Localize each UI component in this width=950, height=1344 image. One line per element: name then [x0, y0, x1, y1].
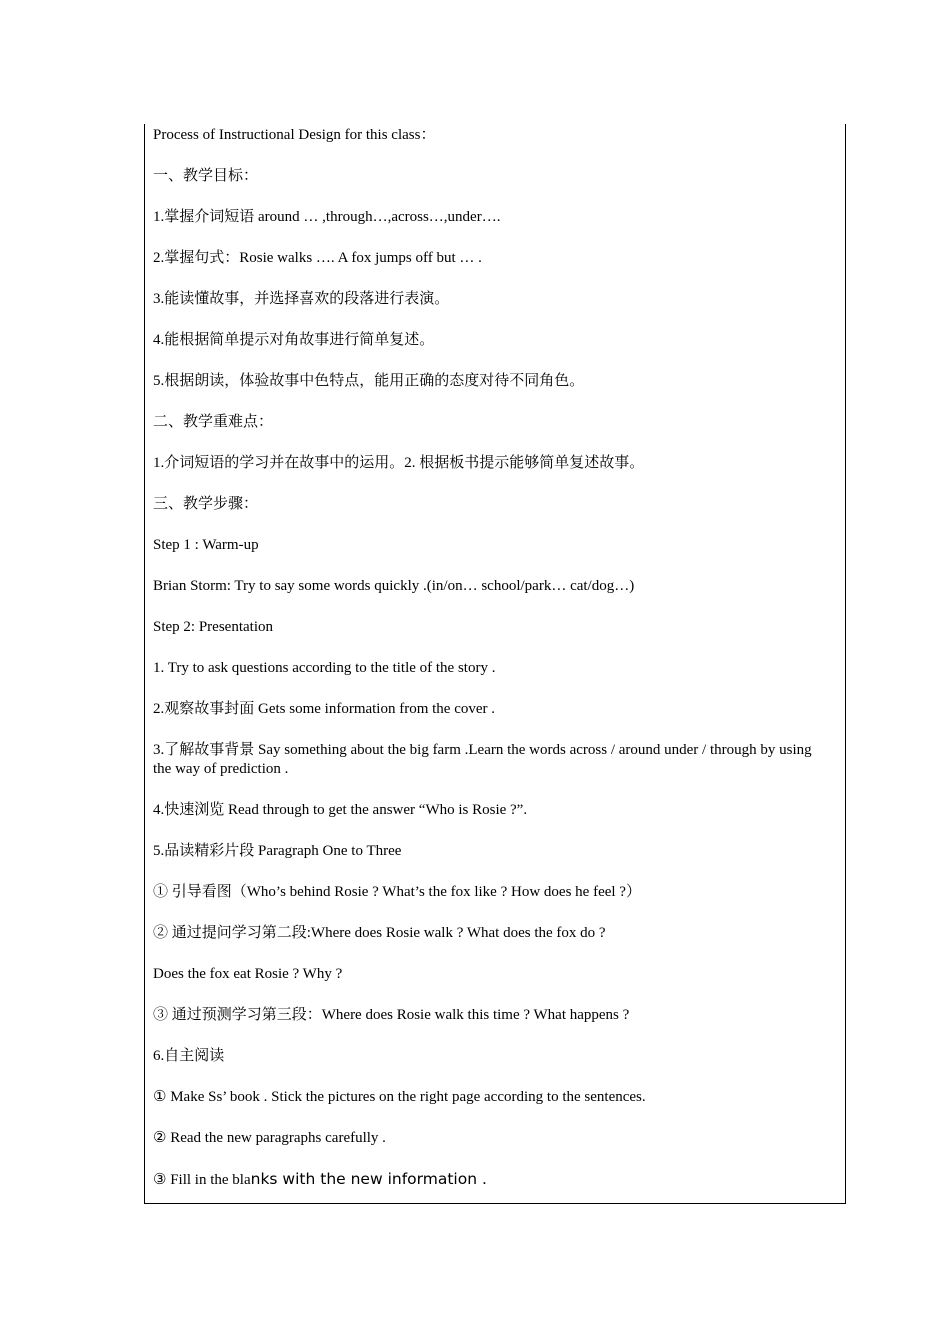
- step-2-item-5: 5.品读精彩片段 Paragraph One to Three: [153, 843, 402, 859]
- step-2-item-1: 1. Try to ask questions according to the title of the story .: [153, 660, 496, 676]
- item-6-sub-2: ② Read the new paragraphs carefully .: [153, 1130, 386, 1146]
- step-2-item-3: 3.了解故事背景 Say something about the big farm .Learn the words across / around under / through by using the way of prediction .: [153, 742, 812, 777]
- step-1-title: Step 1 : Warm-up: [153, 537, 259, 553]
- goal-3: 3.能读懂故事，并选择喜欢的段落进行表演。: [153, 291, 450, 307]
- goal-5: 5.根据朗读，体验故事中色特点，能用正确的态度对待不同角色。: [153, 373, 585, 389]
- goal-2: 2.掌握句式：Rosie walks …. A fox jumps off but … .: [153, 250, 482, 266]
- lesson-plan-table-cell: [144, 124, 846, 1204]
- step-2-title: Step 2: Presentation: [153, 619, 273, 635]
- item-5-sub-2: ② 通过提问学习第二段:Where does Rosie walk ? What does the fox do ?: [153, 925, 606, 941]
- item-5-sub-3: ③ 通过预测学习第三段：Where does Rosie walk this time ? What happens ?: [153, 1007, 630, 1023]
- key-point-1: 1.介词短语的学习并在故事中的运用。2. 根据板书提示能够简单复述故事。: [153, 455, 645, 471]
- step-2-item-6: 6.自主阅读: [153, 1048, 225, 1064]
- item-6-sub-1: ① Make Ss’ book . Stick the pictures on the right page according to the sentences.: [153, 1089, 646, 1105]
- item-6-sub-3-start: ③ Fill in the bla: [153, 1172, 251, 1188]
- document-heading: Process of Instructional Design for this class：: [153, 127, 436, 143]
- step-1-brainstorm: Brian Storm: Try to say some words quickly .(in/on… school/park… cat/dog…): [153, 578, 635, 594]
- step-2-item-2: 2.观察故事封面 Gets some information from the cover .: [153, 701, 496, 717]
- section-teaching-steps: 三、教学步骤：: [153, 496, 259, 512]
- item-5-sub-2-continued: Does the fox eat Rosie ? Why ?: [153, 966, 343, 982]
- item-5-sub-1: ① 引导看图（Who’s behind Rosie ? What’s the fox like ? How does he feel ?）: [153, 884, 641, 900]
- step-2-item-4: 4.快速浏览 Read through to get the answer “Who is Rosie ?”.: [153, 802, 528, 818]
- goal-1: 1.掌握介词短语 around … ,through…,across…,under….: [153, 209, 501, 225]
- section-teaching-goals: 一、教学目标：: [153, 168, 259, 184]
- item-6-sub-3-end: nks with the new information .: [250, 1170, 487, 1188]
- item-6-sub-3: [153, 1170, 833, 1190]
- section-key-points: 二、教学重难点：: [153, 414, 274, 430]
- goal-4: 4.能根据简单提示对角故事进行简单复述。: [153, 332, 435, 348]
